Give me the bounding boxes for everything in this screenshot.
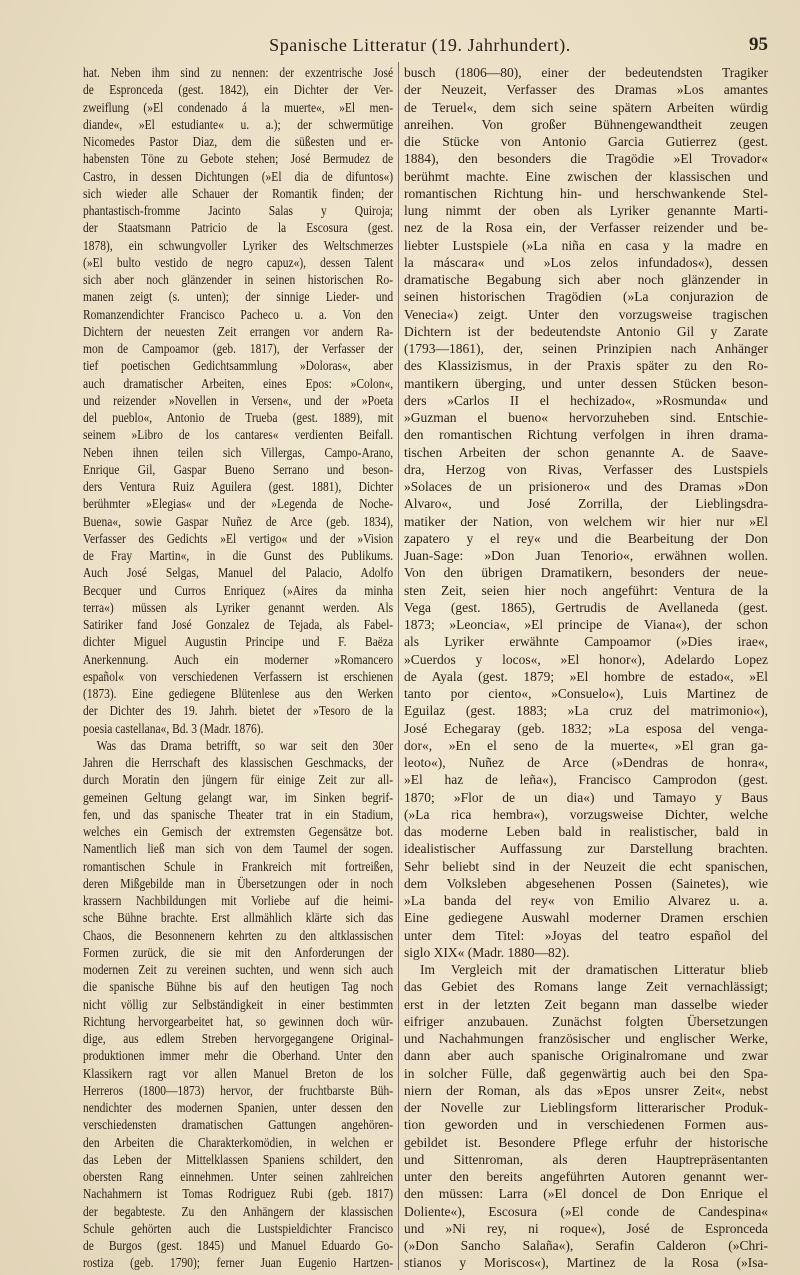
text-line: (»El bulto vestido de negro capuz«), dessen Talent bbox=[83, 254, 394, 270]
paragraph bbox=[83, 64, 393, 737]
text-line: das moderne Leben bald in realistischer, bald in bbox=[404, 824, 768, 839]
text-line: español« von verschiedenen Verfassern ist erschienen bbox=[83, 668, 394, 684]
text-line: 1870; »Flor de un dia«) und Tamayo y Baus bbox=[404, 789, 768, 805]
text-line: Vega (gest. 1865), Gertrudis de Avellaneda (gest. bbox=[404, 599, 768, 615]
text-line: durch Moratin den jüngern für einige Zeit zur all- bbox=[83, 772, 394, 788]
text-line: la máscara« und »Los zelos infundados«), dessen bbox=[404, 254, 768, 270]
text-line: Herreros (1800—1873) hervor, der fruchtbarste Büh- bbox=[83, 1082, 394, 1098]
text-line: zapatero y el rey« und die Bearbeitung der Don bbox=[404, 530, 768, 546]
text-line: liebter Lustspiele (»La niña en casa y la madre en bbox=[404, 237, 768, 253]
text-line: siglo XIX« (Madr. 1880—82). bbox=[404, 944, 570, 960]
text-line: der Dichter des 19. Jahrh. bietet der »Tesoro de la bbox=[83, 703, 394, 719]
text-line: matiker der Nation, von welchem wir hier nur »El bbox=[404, 513, 768, 529]
text-line: Satiriker fand José Gonzalez de Tejada, als Fabel- bbox=[83, 617, 394, 632]
text-line: dann aber auch spanische Originalromane und zwar bbox=[404, 1048, 768, 1064]
text-line: »Guzman el bueno« hervorzuheben sind. Entschie- bbox=[404, 410, 768, 425]
text-line: Juan-Sage: »Don Juan Tenorio«, erwähnen wollen. bbox=[404, 548, 768, 563]
text-line: der begabteste. Zu den Anhängern der klassischen bbox=[83, 1203, 394, 1219]
text-line: de Teruel«, dem sich seine spätern Arbeiten würdig bbox=[404, 99, 768, 115]
text-line: romantischen Richtung hin- und herschwankende Stel- bbox=[404, 185, 768, 201]
text-line: phantastisch-fromme Jacinto Salas y Quiroja; bbox=[83, 203, 394, 218]
text-line: Romanzendichter Francisco Pacheco u. a. Von den bbox=[83, 306, 394, 322]
text-line: modernen Zeit zu vereinen suchten, und wenn sich auch bbox=[83, 962, 394, 977]
text-line: das Gebiet des Romans lange Zeit vernachlässigt; bbox=[404, 979, 768, 995]
text-line: romantischen Schule in Frankreich mit fortreißen, bbox=[83, 858, 394, 874]
text-line: Richtung hervorgearbeitet hat, so gewinnen doch wür- bbox=[83, 1013, 394, 1029]
text-line: »Cuerdos y locos«, »El honor«), Adelardo Lopez bbox=[404, 651, 768, 667]
text-line: Sehr beliebt sind in der Neuzeit die echt spanischen, bbox=[404, 858, 768, 874]
text-line: de Espronceda (gest. 1842), ein Dichter der Ver- bbox=[83, 82, 394, 98]
text-line: busch (1806—80), einer der bedeutendsten Tragiker bbox=[404, 65, 768, 80]
text-line: ders »Carlos II el hechizado«, »Rosmunda« und bbox=[404, 392, 768, 408]
text-line: Im Vergleich mit der dramatischen Litteratur blieb bbox=[420, 962, 768, 977]
text-line: dem Volksleben abgesehenen Possen (Sainetes), wie bbox=[404, 875, 768, 891]
text-line: Nicomedes Pastor Diaz, dem die süßesten und er- bbox=[83, 134, 394, 149]
text-line: de Fray Martin«, in die Gunst des Publikums. bbox=[83, 548, 394, 563]
text-line: welches ein Gemisch der extremsten Gegensätze bot. bbox=[83, 824, 394, 839]
text-line: leoto«), Nuñez de Arce (»Dendras de honra«, bbox=[404, 755, 768, 770]
text-line: Buena«, sowie Gaspar Nuñez de Arce (geb. 1834), bbox=[83, 513, 394, 529]
text-line: dor«, »En el seno de la muerte«, »El gran ga- bbox=[404, 737, 768, 753]
text-line: (1873). Eine gediegene Blütenlese aus den Werken bbox=[83, 686, 394, 701]
text-line: rostiza (geb. 1790); ferner Juan Eugenio Hartzen- bbox=[83, 1255, 394, 1271]
text-line: idealistischer Auffassung zur Darstellung brachten. bbox=[404, 841, 768, 857]
text-line: ders Ventura Ruiz Aguilera (gest. 1881), Dichter bbox=[83, 479, 394, 494]
text-line: Jahren die Herrschaft des klassischen Geschmacks, der bbox=[83, 755, 394, 770]
text-line: sten Zeit, seien hier noch angeführt: Ventura de la bbox=[404, 582, 768, 598]
text-line: hat. Neben ihm sind zu nennen: der exzentrische José bbox=[83, 65, 394, 80]
text-line: diande«, »El estudiante« u. a.); der schwermütige bbox=[83, 116, 394, 132]
text-line: dige, aus edlem Streben hervorgegangene Original- bbox=[83, 1031, 394, 1046]
text-line: sich aber noch glänzender in seinen historischen Ro- bbox=[83, 272, 394, 287]
text-line: 1873; »Leoncia«, »El principe de Viana«), der schon bbox=[404, 617, 768, 632]
text-line: Schule gehörten auch die Lustspieldichter Francisco bbox=[83, 1220, 394, 1236]
text-line: Alvaro«, und José Zorrilla, der Lieblingsdra- bbox=[404, 496, 768, 512]
text-line: tischen Arbeiten der schon genannte A. de Saave- bbox=[404, 444, 768, 460]
text-line: stianos y Moriscos«), Martinez de la Rosa (»Isa- bbox=[404, 1255, 768, 1271]
text-line: tion geworden und in verschiedenen Formen aus- bbox=[404, 1117, 768, 1133]
text-line: und »Ni rey, ni roque«), José de Espronceda bbox=[404, 1220, 768, 1236]
text-line: eifriger anzubauen. Zunächst folgten Übersetzungen bbox=[404, 1013, 768, 1029]
text-line: das Leben der Mittelklassen Spaniens schildert, den bbox=[83, 1151, 394, 1167]
text-line: mon de Campoamor (geb. 1817), der Verfasser der bbox=[83, 341, 394, 356]
text-line: »Solaces de un prisionero« und des Dramas »Don bbox=[404, 479, 768, 494]
text-line: Eine gediegene Auswahl moderner Dramen erschien bbox=[404, 910, 768, 926]
text-line: in solcher Fülle, daß gegenwärtig auch bei den Spa- bbox=[404, 1065, 768, 1081]
text-line: auch dramatischer Arbeiten, eines Epos: »Colon«, bbox=[83, 375, 394, 391]
text-line: Von den übrigen Dramatikern, besonders der neue- bbox=[404, 565, 768, 581]
text-line: Becquer und Curros Enriquez (»Aires da minha bbox=[83, 582, 394, 598]
text-line: und reizender »Novellen in Versen«, und der »Poeta bbox=[83, 392, 394, 408]
text-line: Formen zurück, die sie mit den Anforderungen der bbox=[83, 944, 394, 960]
text-line: unter den bereits angeführten Autoren genannt wer- bbox=[404, 1169, 768, 1184]
text-line: deren Mißgebilde man in Übersetzungen oder in noch bbox=[83, 875, 394, 891]
text-line: krassern Nachbildungen mit Vorliebe auf die heimi- bbox=[83, 893, 394, 908]
text-line: fen, und das spanische Theater trat in ein Stadium, bbox=[83, 806, 394, 822]
text-line: poesia castellana«, Bd. 3 (Madr. 1876). bbox=[83, 720, 264, 736]
text-line: berühmt machte. Eine zwischen der klassischen und bbox=[404, 168, 768, 184]
text-line: Auch José Selgas, Manuel del Palacio, Adolfo bbox=[83, 565, 394, 581]
text-line: Doliente«), Escosura (»El conde de Candespina« bbox=[404, 1203, 768, 1219]
text-line: (»Don Sancho Salaña«), Serafin Calderon (»Chri- bbox=[404, 1238, 768, 1253]
text-line: de Ayala (gest. 1879; »El hombre de estado«, »El bbox=[404, 668, 768, 684]
text-line: Neben ihnen teilen sich Villergas, Campo-Arano, bbox=[83, 444, 394, 460]
text-line: Anerkennung. Auch ein moderner »Romancero bbox=[83, 651, 394, 667]
text-line: Nachahmern ist Tomas Rodriguez Rubi (geb. 1817) bbox=[83, 1186, 394, 1202]
text-line: erst in der letzten Zeit begann man dasselbe wieder bbox=[404, 996, 768, 1012]
left-column bbox=[83, 64, 393, 1272]
text-line: obersten Rang einnehmen. Unter seinen zahlreichen bbox=[83, 1169, 394, 1184]
text-line: der Staatsmann Patricio de la Escosura (gest. bbox=[83, 220, 394, 236]
text-line: nendichter des modernen Spanien, unter dessen den bbox=[83, 1100, 394, 1115]
running-title: Spanische Litteratur (19. Jahrhundert). bbox=[269, 35, 571, 55]
text-line: produktionen immer mehr die Oberhand. Unter den bbox=[83, 1048, 394, 1064]
text-line: verschiedensten dramatischen Gattungen angehören- bbox=[83, 1117, 394, 1133]
text-line: 1878), ein schwungvoller Lyriker des Weltschmerzes bbox=[83, 237, 394, 253]
text-line: seinem »Libro de los cantares« verdienten Beifall. bbox=[83, 427, 394, 443]
text-line: tanto por ciento«, »Consuelo«), Luis Martinez de bbox=[404, 686, 768, 701]
text-line: gemeinen Geltung gelangt war, im Sinken begrif- bbox=[83, 789, 394, 805]
text-line: nicht völlig zur Selbständigkeit in einer bestimmten bbox=[83, 996, 394, 1012]
text-line: del pueblo«, Antonio de Trueba (gest. 1889), mit bbox=[83, 410, 394, 425]
text-line: dra, Herzog von Rivas, Verfasser des Lustspiels bbox=[404, 461, 768, 477]
text-line: zweiflung (»El condenado á la muerte«, »El men- bbox=[83, 99, 394, 115]
text-line: (»La rica hembra«), vorzugsweise Dichter, welche bbox=[404, 806, 768, 822]
right-column bbox=[404, 64, 768, 1272]
text-line: niern der Roman, als das »Epos unsrer Zeit«, nebst bbox=[404, 1082, 768, 1098]
text-line: anreihen. Von großer Bühnengewandtheit zeugen bbox=[404, 116, 768, 132]
text-line: die spanische Bühne bis auf den heutigen Tag noch bbox=[83, 979, 394, 995]
text-line: 1884), den besonders die Tragödie »El Trovador« bbox=[404, 151, 768, 167]
text-line: Eguilaz (gest. 1883; »La cruz del matrimonio«), bbox=[404, 703, 768, 719]
text-line: manen zeigt (s. unten); der sinnige Lieder- und bbox=[83, 289, 394, 305]
column-divider bbox=[398, 62, 399, 1270]
text-line: sche Bühne brachte. Erst allmählich klärte sich das bbox=[83, 910, 394, 926]
text-line: Dichtern der neuesten Zeit errangen vor andern Ra- bbox=[83, 323, 394, 339]
text-line: der Neuzeit, Verfasser des Dramas »Los amantes bbox=[404, 82, 768, 98]
text-line: tief poetischen Gedichtsammlung »Doloras«, aber bbox=[83, 358, 394, 374]
text-line: Verfasser des Gedichts »El vertigo« und der »Vision bbox=[83, 530, 394, 546]
text-line: den romantischen Richtung verfolgen in ihren drama- bbox=[404, 427, 768, 443]
text-line: dichter Miguel Augustin Principe und F. Baëza bbox=[83, 634, 394, 650]
text-line: der Novelle zur Lieblingsform litterarischer Produk- bbox=[404, 1100, 768, 1115]
paragraph bbox=[404, 961, 768, 1272]
text-line: berühmter »Elegias« und der »Legenda de Noche- bbox=[83, 496, 394, 512]
text-line: Namentlich ließ man sich von dem Taumel der sogen. bbox=[83, 841, 394, 857]
text-line: mantikern überging, und unter dessen Stücken beson- bbox=[404, 375, 768, 391]
text-line: des Klassizismus, in der Praxis später zu den Ro- bbox=[404, 358, 768, 374]
text-line: lung nimmt der oben als Lyriker genannte Marti- bbox=[404, 203, 768, 218]
text-line: seinen historischen Tragödien (»La conjurazion de bbox=[404, 289, 768, 305]
text-line: Chaos, die Besonnenern kehrten zu den altklassischen bbox=[83, 927, 394, 943]
text-line: Castro, in dessen Dichtungen (»El dia de difuntos«) bbox=[83, 168, 394, 184]
text-line: José Echegaray (geb. 1832; »La esposa del venga- bbox=[404, 720, 768, 736]
text-line: (1793—1861), der, seinen Prinzipien nach Anhänger bbox=[404, 341, 768, 356]
text-line: den müssen: Larra (»El doncel de Don Enrique el bbox=[404, 1186, 768, 1202]
text-line: und Nachahmungen französischer und englischer Werke, bbox=[404, 1031, 768, 1046]
text-line: gebildet ist. Besondere Pflege erfuhr der historische bbox=[404, 1134, 768, 1150]
text-line: den Arbeiten die Charakterkomödien, in welchen er bbox=[83, 1134, 394, 1150]
text-line: als Lyriker erwähnte Campoamor (»Dies irae«, bbox=[404, 634, 768, 650]
text-line: Venecia«) zeigt. Unter den vorzugsweise tragischen bbox=[404, 306, 768, 322]
text-line: Was das Drama betrifft, so war seit den 30er bbox=[96, 737, 394, 753]
text-line: nez de la Rosa ein, der Verfasser reizender und be- bbox=[404, 220, 768, 236]
text-line: habensten Töne zu Gebote stehen; José Bermudez de bbox=[83, 151, 394, 167]
text-line: »El haz de leña«), Francisco Camprodon (gest. bbox=[404, 772, 768, 788]
text-line: dramatische Begabung sich aber noch glänzender in bbox=[404, 272, 768, 287]
text-line: Dichtern ist der bedeutendste Antonio Gil y Zarate bbox=[404, 323, 768, 339]
paragraph bbox=[404, 64, 768, 961]
text-line: »La banda del rey« von Emilio Alvarez u. a. bbox=[404, 893, 768, 908]
text-line: und Sittenroman, als deren Hauptrepräsentanten bbox=[404, 1151, 768, 1167]
text-line: Klassikern ragt vor allen Manuel Breton de los bbox=[83, 1065, 394, 1081]
paragraph bbox=[83, 737, 393, 1272]
text-line: terra«) müssen als Lyriker genannt werden. Als bbox=[83, 599, 394, 615]
text-line: de Burgos (gest. 1845) und Manuel Eduardo Go- bbox=[83, 1238, 394, 1253]
text-line: Enrique Gil, Gaspar Bueno Serrano und beson- bbox=[83, 461, 394, 477]
page-number: 95 bbox=[749, 34, 768, 55]
text-line: die Stücke von Antonio Garcia Gutierrez (gest. bbox=[404, 134, 768, 149]
text-line: unter dem Titel: »Joyas del teatro español del bbox=[404, 927, 768, 943]
text-line: sich wieder alle Schauer der Romantik finden; der bbox=[83, 185, 394, 201]
